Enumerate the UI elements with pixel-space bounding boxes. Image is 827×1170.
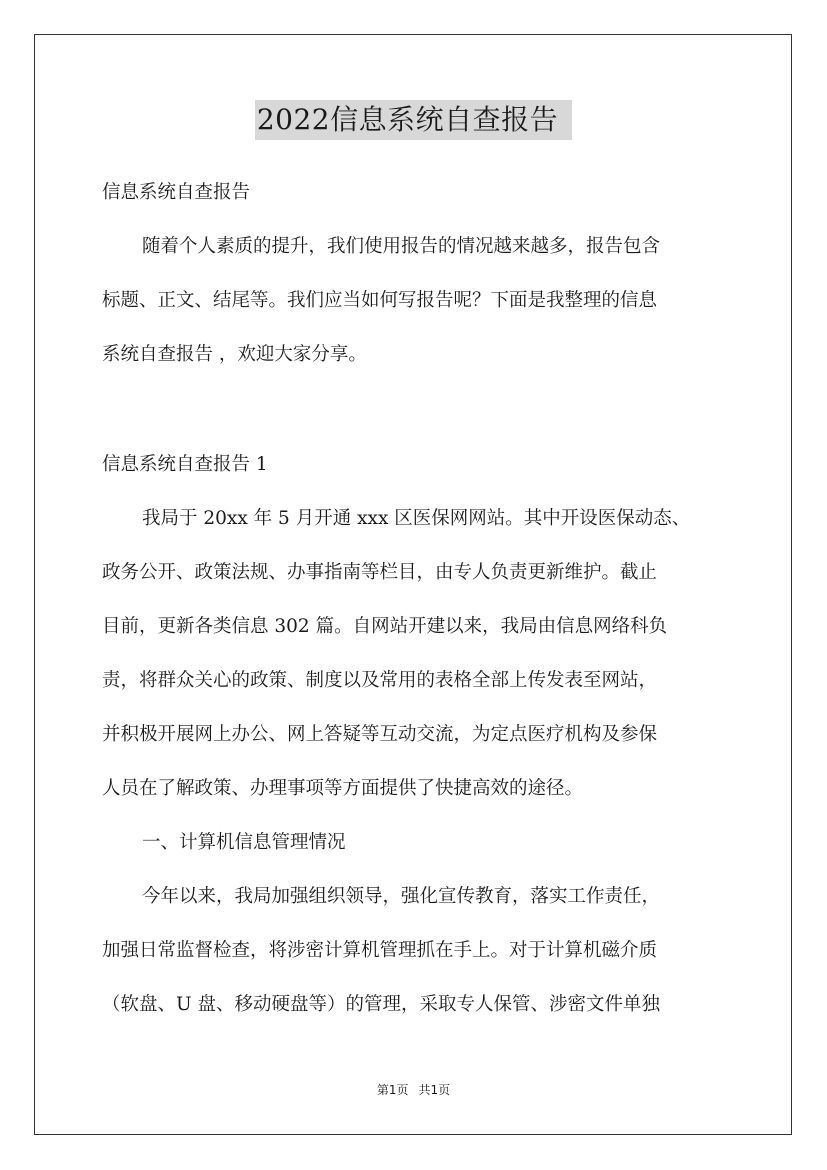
page-number: 第1页 <box>376 1083 409 1097</box>
section-heading: 一、计算机信息管理情况 <box>142 832 346 853</box>
body-line: 加强日常监督检查，将涉密计算机管理抓在手上。对于计算机磁介质 <box>102 940 658 961</box>
body-line: 今年以来，我局加强组织领导，强化宣传教育，落实工作责任， <box>142 886 661 907</box>
intro-line: 随着个人素质的提升，我们使用报告的情况越来越多，报告包含 <box>142 236 661 257</box>
intro-line: 系统自查报告 ，欢迎大家分享。 <box>102 344 367 365</box>
page-total: 共1页 <box>418 1083 451 1097</box>
body-line: 政务公开、政策法规、办事指南等栏目，由专人负责更新维护。截止 <box>102 562 658 583</box>
body-line: 我局于 20xx 年 5 月开通 xxx 区医保网网站。其中开设医保动态、 <box>142 508 691 529</box>
body-line: （软盘、U 盘、移动硬盘等）的管理，采取专人保管、涉密文件单独 <box>102 994 660 1015</box>
document-title: 2022信息系统自查报告 <box>255 100 572 140</box>
body-line: 并积极开展网上办公、网上答疑等互动交流，为定点医疗机构及参保 <box>102 724 658 745</box>
document-subtitle: 信息系统自查报告 <box>102 182 251 203</box>
page-footer <box>0 1082 827 1098</box>
title-container <box>0 100 827 140</box>
body-line: 人员在了解政策、办理事项等方面提供了快捷高效的途径。 <box>102 778 584 799</box>
body-line: 责，将群众关心的政策、制度以及常用的表格全部上传发表至网站， <box>102 670 658 691</box>
body-line: 目前，更新各类信息 302 篇。自网站开建以来，我局由信息网络科负 <box>102 616 668 637</box>
section-title: 信息系统自查报告 1 <box>102 454 268 475</box>
intro-line: 标题、正文、结尾等。我们应当如何写报告呢？下面是我整理的信息 <box>102 290 658 311</box>
